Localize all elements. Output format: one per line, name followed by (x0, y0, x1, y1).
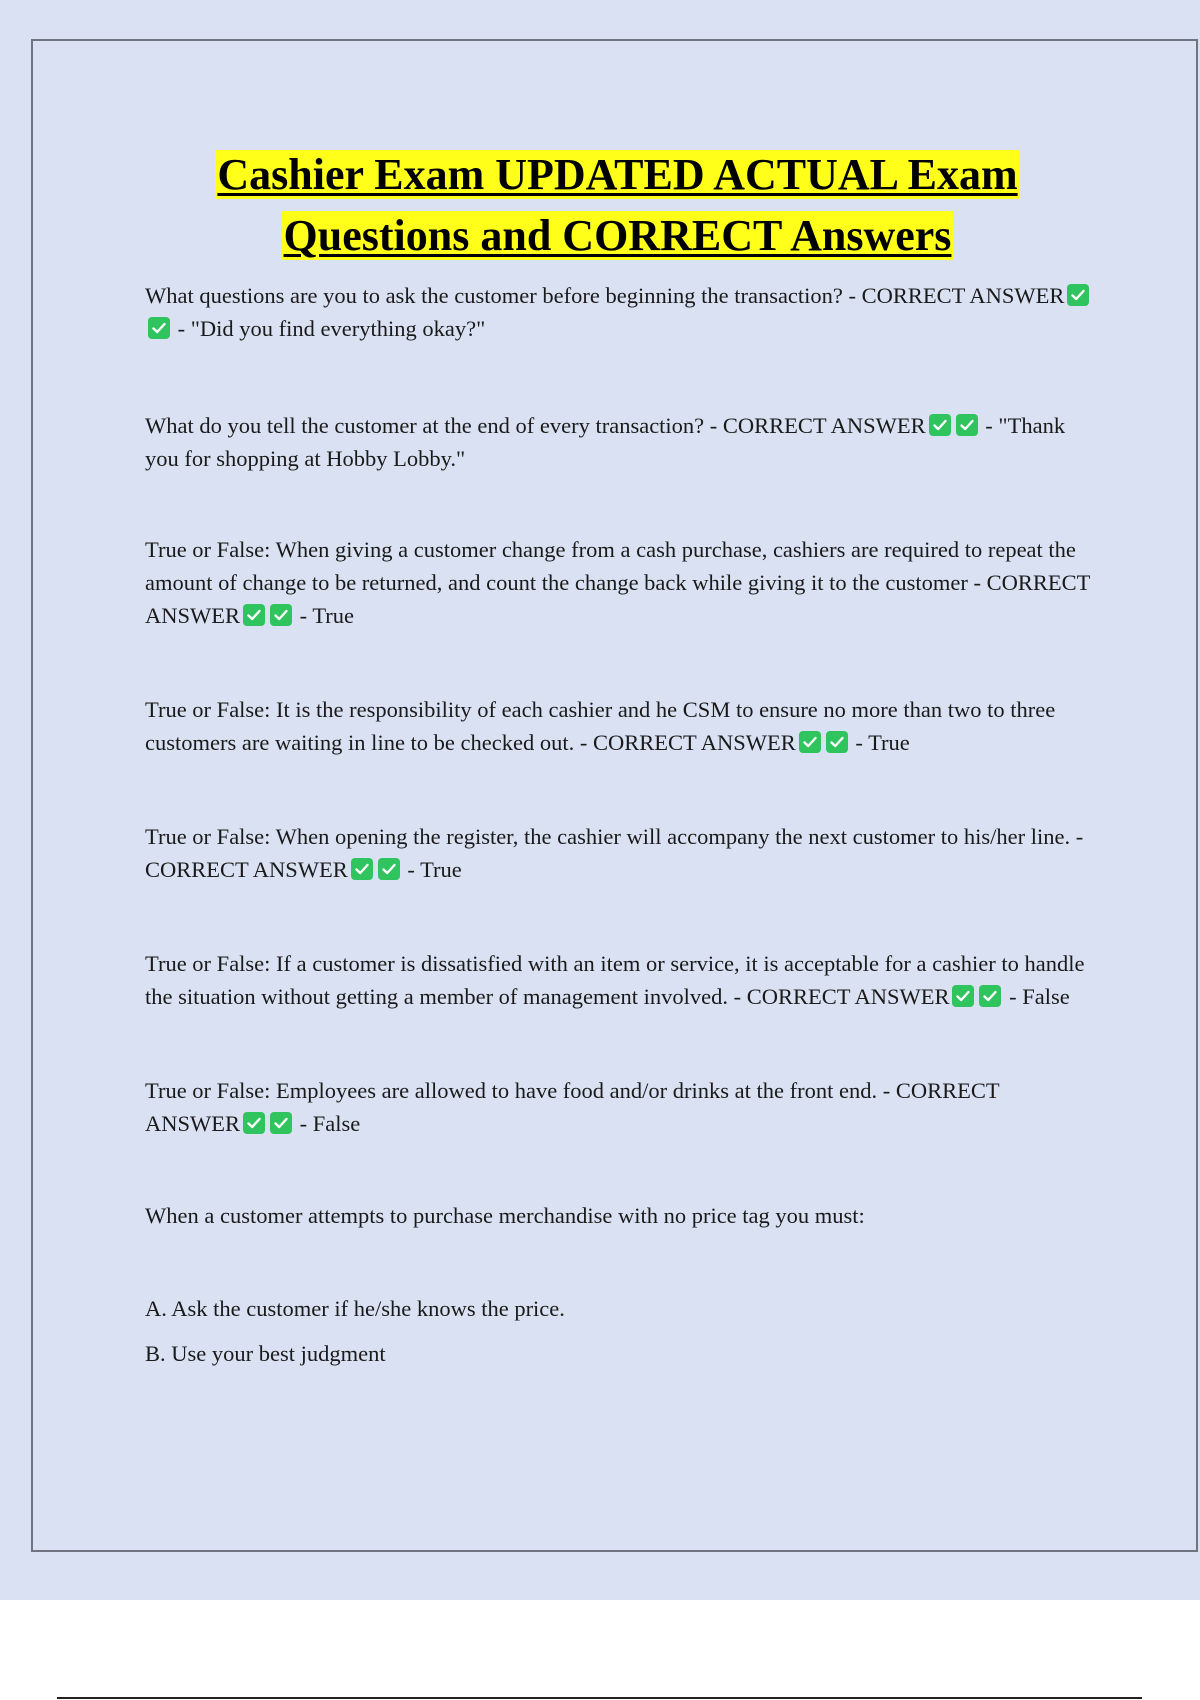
document-title (80, 144, 1155, 266)
option-b: B. Use your best judgment (145, 1341, 386, 1366)
qa-item-5 (145, 820, 1095, 886)
answer-text: - True (407, 857, 462, 882)
final-question: When a customer attempts to purchase merchandise with no price tag you must: (145, 1203, 865, 1228)
check-mark-icon (270, 1112, 292, 1134)
check-mark-icon (243, 1112, 265, 1134)
check-mark-icon (351, 858, 373, 880)
qa-item-4 (145, 693, 1095, 759)
check-mark-icon (243, 604, 265, 626)
answer-text: - False (1009, 984, 1070, 1009)
page-border-right (1196, 39, 1198, 1552)
check-mark-icon (956, 414, 978, 436)
question-text: What do you tell the customer at the end of every transaction? - CORRECT ANSWER (145, 413, 926, 438)
question-text: What questions are you to ask the customer before beginning the transaction? - CORRECT ANSWER (145, 283, 1065, 308)
check-mark-icon (378, 858, 400, 880)
check-mark-icon (148, 317, 170, 339)
question-text: True or False: Employees are allowed to have food and/or drinks at the front end. - CORRECT ANSWER (145, 1078, 1000, 1136)
answer-text: - "Did you find everything okay?" (177, 316, 486, 341)
answer-text: - True (299, 603, 355, 628)
qa-item-6 (145, 947, 1095, 1013)
question-text: True or False: It is the responsibility of each cashier and he CSM to ensure no more than two to three customers are waiting in line to be checked out. - CORRECT ANSWER (145, 697, 1056, 755)
option-a: A. Ask the customer if he/she knows the price. (145, 1296, 565, 1321)
qa-item-2 (145, 409, 1095, 475)
qa-item-7 (145, 1074, 1095, 1140)
question-text: True or False: When opening the register, the cashier will accompany the next customer to his/her line. - CORRECT ANSWER (145, 824, 1084, 882)
answer-text: - False (299, 1111, 361, 1136)
check-mark-icon (270, 604, 292, 626)
check-mark-icon (952, 985, 974, 1007)
check-mark-icon (929, 414, 951, 436)
question-text: True or False: If a customer is dissatisfied with an item or service, it is acceptable for a cashier to handle the situation without getting a member of management involved. - CORRECT ANSWER (145, 951, 1085, 1009)
title-line-2: Questions and CORRECT Answers (283, 211, 952, 260)
check-mark-icon (1067, 284, 1089, 306)
qa-item-3 (145, 533, 1095, 632)
title-line-1: Cashier Exam UPDATED ACTUAL Exam (217, 150, 1018, 199)
question-text: True or False: When giving a customer change from a cash purchase, cashiers are required to repeat the amount of change to be returned, and count the change back while giving it to the customer - CORRECT ANSWER (145, 537, 1090, 628)
answer-text: - True (855, 730, 910, 755)
qa-item-1 (145, 279, 1095, 345)
check-mark-icon (826, 731, 848, 753)
answer-text: - "Thank you for shopping at Hobby Lobby." (145, 413, 1066, 471)
footer-divider (57, 1697, 1142, 1699)
check-mark-icon (799, 731, 821, 753)
qa-list (145, 279, 1095, 1370)
check-mark-icon (979, 985, 1001, 1007)
